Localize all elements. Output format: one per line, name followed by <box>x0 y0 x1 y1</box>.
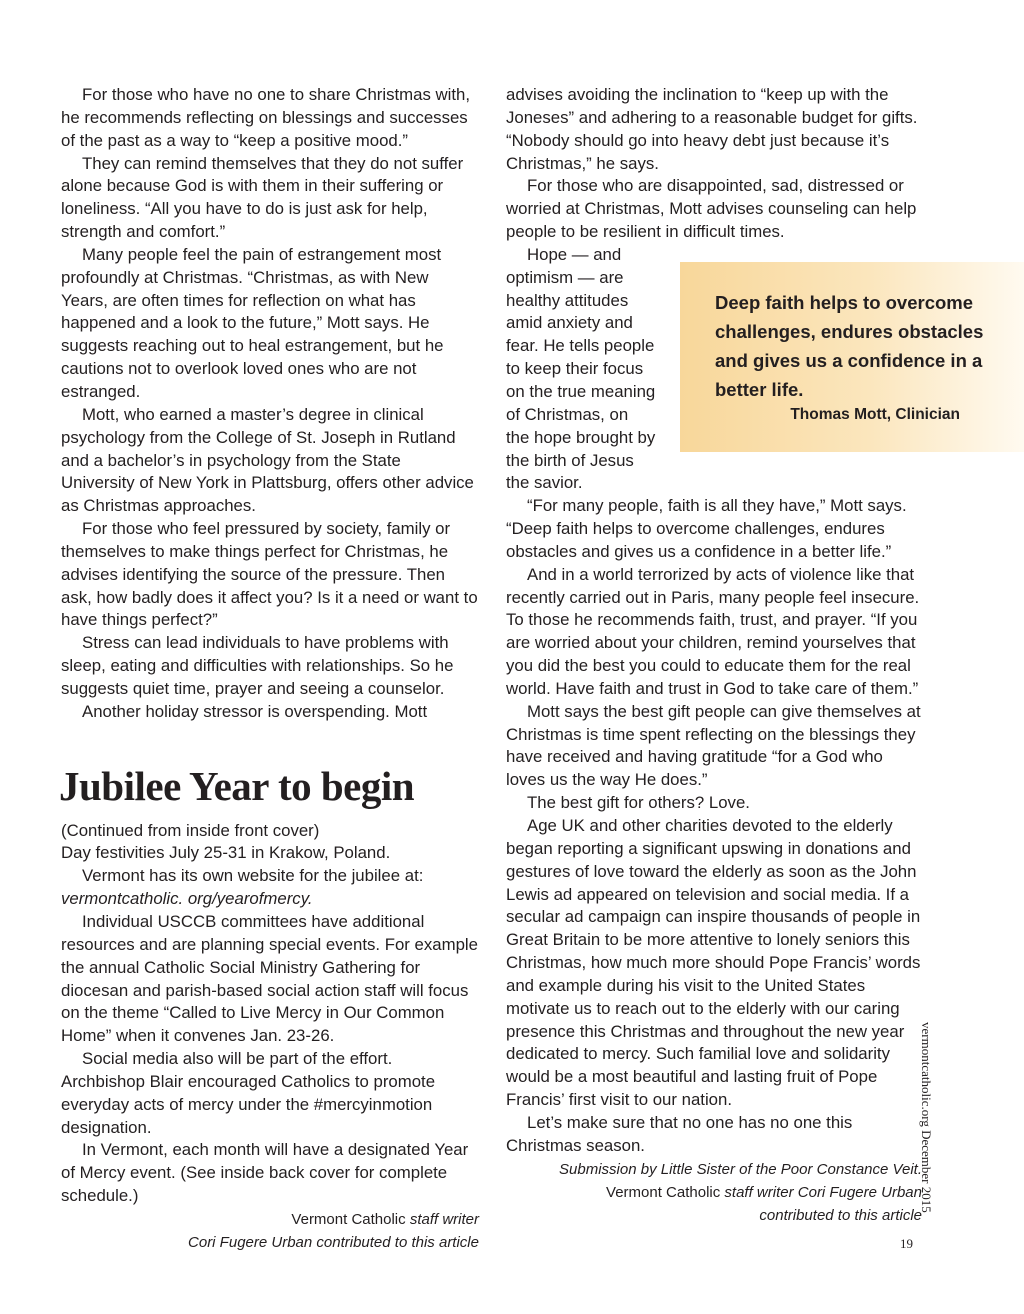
body-paragraph: For those who feel pressured by society, family or themselves to make things perfect for Christmas, he advises identifying the source of the pressure. Then ask, how badly does it affect you? Is it a need or want to have things perfect?” <box>61 519 478 630</box>
body-paragraph: Day festivities July 25-31 in Krakow, Poland. <box>61 843 391 863</box>
body-paragraph: Age UK and other charities devoted to the elderly began reporting a significant upswing in donations and gestures of love toward the elderly as soon as the John Lewis ad appeared on television and social media. If a secular ad campaign can inspire thousands of people in Great Britain to be more attentive to lonely seniors this Christmas, how much more should Pope Francis’ words and example during his visit to the United States motivate us to reach out to the elderly with our caring presence this Christmas and throughout the new year dedicated to mercy. Such familial love and solidarity would be a most beautiful and lasting fruit of Pope Francis’ first visit to our nation. <box>506 816 921 1110</box>
body-paragraph <box>61 865 479 911</box>
credit-publication: Vermont Catholic <box>291 1210 410 1228</box>
body-paragraph: For those who have no one to share Christmas with, he recommends reflecting on blessings and successes of the past as a way to “keep a positive mood.” <box>61 85 471 150</box>
body-paragraph: Hope — and optimism — are healthy attitudes amid anxiety and fear. He tells people to keep their focus on the true meaning of Christmas, on the hope brought by the birth of Jesus the savior. <box>506 244 656 493</box>
body-paragraph: Mott says the best gift people can give themselves at Christmas is time spent reflecting on the blessings they have received and having gratitude “for a God who loves us the way He does.” <box>506 701 921 790</box>
continued-note: (Continued from inside front cover) <box>61 820 320 840</box>
pull-quote <box>680 262 1024 452</box>
body-paragraph: The best gift for others? Love. <box>527 793 750 813</box>
body-paragraph: Mott, who earned a master’s degree in clinical psychology from the College of St. Joseph in Rutland and a bachelor’s in psychology from the State University of New York in Plattsburg, offers other advice as Christmas approaches. <box>61 404 474 516</box>
credit-note: contributed to this article <box>759 1206 922 1224</box>
body-paragraph: Individual USCCB committees have additional resources and are planning special events. For example the annual Catholic Social Ministry Gathering for diocesan and parish-based social action staff will focus on the theme “Called to Live Mercy in Our Common Home” when it convenes Jan. 23-26. <box>61 912 478 1046</box>
page-number: 19 <box>900 1236 913 1251</box>
jubilee-heading: Jubilee Year to begin <box>59 762 415 809</box>
article-credit <box>506 1158 922 1227</box>
credit-line <box>506 1204 922 1227</box>
right-column <box>506 84 922 1227</box>
credit-publication: Vermont Catholic <box>606 1183 725 1201</box>
jubilee-credit <box>61 1208 479 1254</box>
pull-quote-attribution: Thomas Mott, Clinician <box>790 406 960 423</box>
body-paragraph: Let’s make sure that no one has no one this Christmas season. <box>506 1112 853 1155</box>
credit-line <box>61 1231 479 1254</box>
body-paragraph: And in a world terrorized by acts of violence like that recently carried out in Paris, many people feel insecure. To those he recommends faith, trust, and prayer. “If you are worried about your children, remind yourselves that you did the best you could to educate them for the real world. Have faith and trust in God to take care of them.” <box>506 564 920 698</box>
credit-author: Cori Fugere Urban contributed to this article <box>188 1233 479 1251</box>
credit-line <box>506 1181 922 1204</box>
credit-role: staff writer <box>409 1210 479 1228</box>
body-paragraph: Many people feel the pain of estrangement most profoundly at Christmas. “Christmas, as with New Years, are often times for reflection on what has happened and a look to the future,” Mott says. He suggests reaching out to heal estrangement, but he cautions not to overlook loved ones who are not estranged. <box>61 244 444 401</box>
side-label: vermontcatholic.org December 2015 <box>919 1022 934 1213</box>
body-paragraph: They can remind themselves that they do not suffer alone because God is with them in their suffering or loneliness. “All you have to do is just ask for help, strength and comfort.” <box>61 153 464 242</box>
left-column <box>61 84 479 1254</box>
website-intro: Vermont has its own website for the jubilee at: <box>82 866 424 886</box>
submission-text: Submission by Little Sister of the Poor Constance Veit. <box>559 1160 922 1178</box>
credit-line <box>61 1208 479 1231</box>
pull-quote-text: Deep faith helps to overcome challenges, endures obstacles and gives us a confidence in a better life. <box>715 292 984 400</box>
body-paragraph: For those who are disappointed, sad, distressed or worried at Christmas, Mott advises counseling can help people to be resilient in difficult times. <box>506 176 917 242</box>
credit-role: staff writer Cori Fugere Urban <box>724 1183 922 1201</box>
submission-line <box>506 1158 922 1181</box>
body-paragraph: Stress can lead individuals to have problems with sleep, eating and difficulties with relationships. So he suggests quiet time, prayer and seeing a counselor. <box>61 633 454 698</box>
body-paragraph: advises avoiding the inclination to “keep up with the Joneses” and adhering to a reasonable budget for gifts. “Nobody should go into heavy debt just because it’s Christmas,” he says. <box>506 85 918 173</box>
body-paragraph: Social media also will be part of the effort. Archbishop Blair encouraged Catholics to promote everyday acts of mercy under the #mercyinmotion designation. <box>61 1049 436 1137</box>
body-paragraph: “For many people, faith is all they have,” Mott says. “Deep faith helps to overcome challenges, endures obstacles and gives us a confidence in a better life.” <box>506 496 907 561</box>
website-link[interactable]: vermontcatholic. org/yearofmercy. <box>61 889 313 909</box>
body-paragraph: Another holiday stressor is overspending. Mott <box>82 701 428 721</box>
body-paragraph: In Vermont, each month will have a designated Year of Mercy event. (See inside back cover for complete schedule.) <box>61 1140 469 1206</box>
